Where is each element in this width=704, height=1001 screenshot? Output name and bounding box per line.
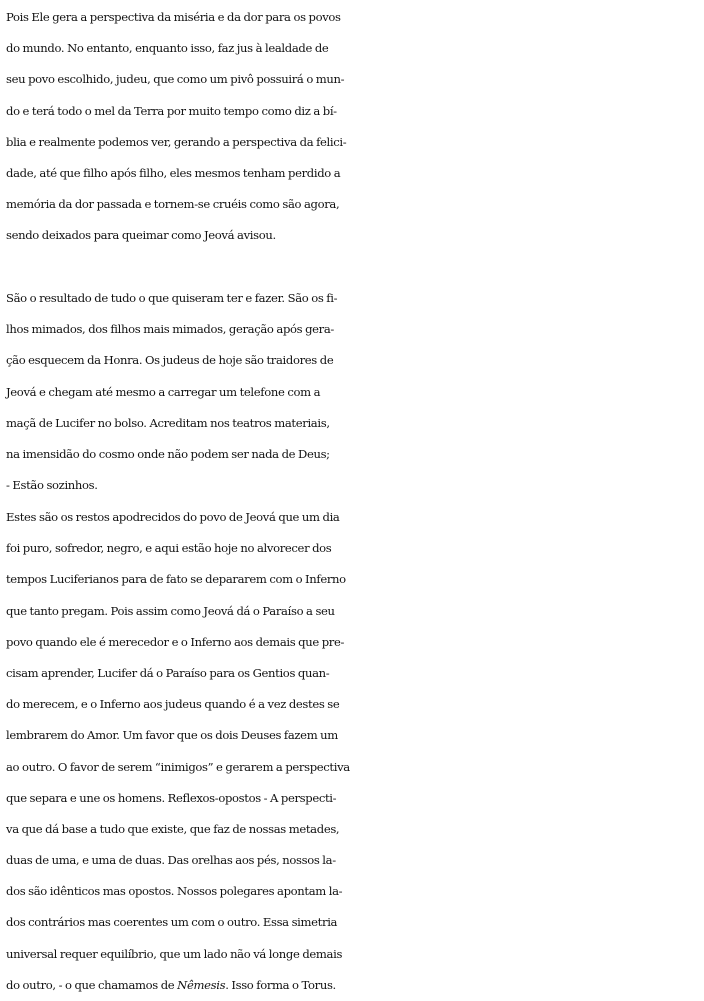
text-line: duas de uma, e uma de duas. Das orelhas aos pés, nossos la- — [6, 853, 336, 868]
text-line: cisam aprender, Lucifer dá o Paraíso para os Gentios quan- — [6, 665, 330, 680]
text-line: - Estão sozinhos. — [6, 478, 98, 493]
text-line: sendo deixados para queimar como Jeová avisou. — [6, 228, 276, 243]
text-line: blia e realmente podemos ver, gerando a perspectiva da felici- — [6, 134, 347, 149]
text-line: que separa e une os homens. Reflexos-opostos - A perspecti- — [6, 790, 337, 805]
text-line: memória da dor passada e tornem-se cruéis como são agora, — [6, 197, 340, 212]
text-line: foi puro, sofredor, negro, e aqui estão hoje no alvorecer dos — [6, 541, 332, 556]
emphasized-term: Nêmesis — [177, 977, 226, 992]
last-text-line — [6, 970, 704, 1001]
text-line: na imensidão do cosmo onde não podem ser nada de Deus; — [6, 446, 330, 461]
text-line: lembrarem do Amor. Um favor que os dois Deuses fazem um — [6, 728, 338, 743]
paragraph-3 — [6, 502, 704, 1001]
text-line: universal requer equilíbrio, que um lado não vá longe demais — [6, 946, 343, 961]
text-line: Pois Ele gera a perspectiva da miséria e da dor para os povos — [6, 10, 341, 24]
text-line: que tanto pregam. Pois assim como Jeová dá o Paraíso a seu — [6, 603, 335, 618]
text-line: do mundo. No entanto, enquanto isso, faz jus à lealdade de — [6, 41, 329, 56]
text-line: maçã de Lucifer no bolso. Acreditam nos teatros materiais, — [6, 415, 330, 430]
text-line: do e terá todo o mel da Terra por muito tempo como diz a bí- — [6, 103, 337, 118]
text-line: seu povo escolhido, judeu, que como um pivô possuirá o mun- — [6, 72, 345, 87]
text-line: São o resultado de tudo o que quiseram ter e fazer. São os fi- — [6, 291, 338, 305]
text-line: dos contrários mas coerentes um com o outro. Essa simetria — [6, 915, 338, 930]
text-line: lhos mimados, dos filhos mais mimados, geração após gera- — [6, 322, 334, 337]
paragraph-1 — [6, 2, 704, 252]
text-line: povo quando ele é merecedor e o Inferno aos demais que pre- — [6, 634, 345, 649]
text-line: ao outro. O favor de serem “inimigos” e gerarem a perspectiva — [6, 759, 350, 774]
text-line: do merecem, e o Inferno aos judeus quando é a vez destes se — [6, 697, 340, 712]
text-line: Jeová e chegam até mesmo a carregar um telefone com a — [6, 384, 321, 399]
text-segment: . Isso forma o Torus. — [225, 977, 336, 992]
text-line: va que dá base a tudo que existe, que faz de nossas metades, — [6, 821, 340, 836]
text-line: Estes são os restos apodrecidos do povo de Jeová que um dia — [6, 510, 340, 524]
text-line: dos são idênticos mas opostos. Nossos polegares apontam la- — [6, 884, 343, 899]
text-line: dade, até que filho após filho, eles mesmos tenham perdido a — [6, 165, 341, 180]
text-line: tempos Luciferianos para de fato se depararem com o Inferno — [6, 572, 346, 587]
text-segment: do outro, - o que chamamos de — [6, 977, 178, 992]
paragraph-2 — [6, 283, 704, 501]
text-line: ção esquecem da Honra. Os judeus de hoje são traidores de — [6, 353, 334, 368]
